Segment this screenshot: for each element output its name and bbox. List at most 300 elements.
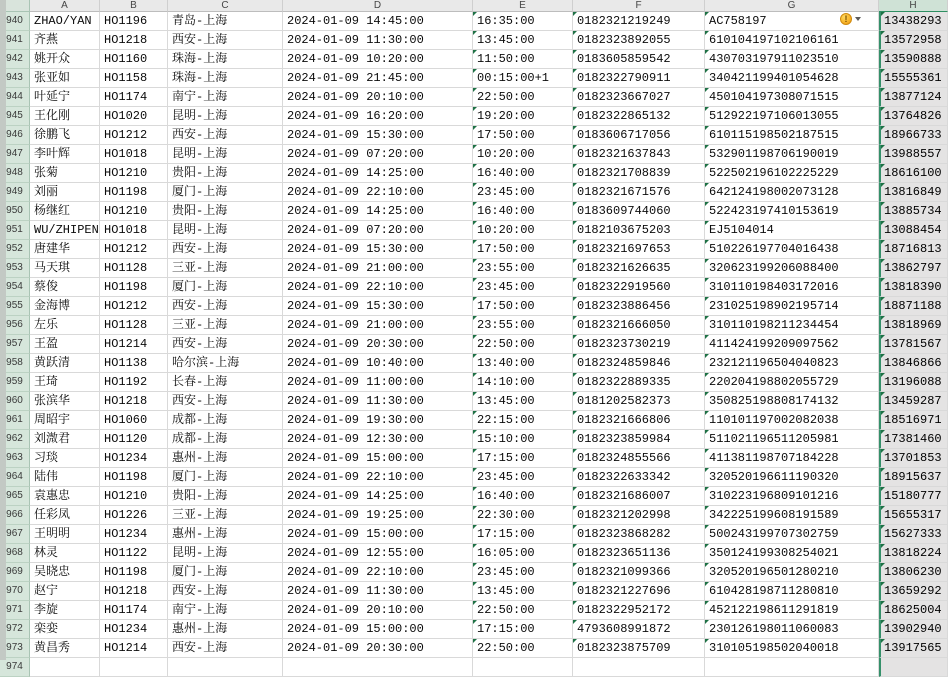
row-header-951[interactable]: 951: [0, 221, 30, 240]
cell-C955[interactable]: 西安-上海: [168, 297, 283, 316]
cell-A946[interactable]: 徐鹏飞: [30, 126, 100, 145]
cell-G967[interactable]: 500243199707302759: [705, 525, 879, 544]
cell-E970[interactable]: 13:45:00: [473, 582, 573, 601]
cell-C944[interactable]: 南宁-上海: [168, 88, 283, 107]
cell-G963[interactable]: 411381198707184228: [705, 449, 879, 468]
cell-H951[interactable]: 13088454: [879, 221, 948, 240]
cell-F957[interactable]: 0182323730219: [573, 335, 705, 354]
cell-D956[interactable]: 2024-01-09 21:00:00: [283, 316, 473, 335]
cell-C973[interactable]: 西安-上海: [168, 639, 283, 658]
cell-A968[interactable]: 林灵: [30, 544, 100, 563]
column-header-D[interactable]: D: [283, 0, 473, 12]
cell-H947[interactable]: 13988557: [879, 145, 948, 164]
cell-E969[interactable]: 23:45:00: [473, 563, 573, 582]
cell-F941[interactable]: 0182323892055: [573, 31, 705, 50]
row-header-959[interactable]: 959: [0, 373, 30, 392]
row-header-949[interactable]: 949: [0, 183, 30, 202]
cell-H971[interactable]: 18625004: [879, 601, 948, 620]
cell-B966[interactable]: HO1226: [100, 506, 168, 525]
cell-D971[interactable]: 2024-01-09 20:10:00: [283, 601, 473, 620]
cell-H964[interactable]: 18915637: [879, 468, 948, 487]
row-header-941[interactable]: 941: [0, 31, 30, 50]
cell-C940[interactable]: 青岛-上海: [168, 12, 283, 31]
cell-A948[interactable]: 张菊: [30, 164, 100, 183]
cell-H940[interactable]: 13438293: [879, 12, 948, 31]
cell-G942[interactable]: 430703197911023510: [705, 50, 879, 69]
cell-A959[interactable]: 王琦: [30, 373, 100, 392]
cell-E940[interactable]: 16:35:00: [473, 12, 573, 31]
column-header-G[interactable]: G: [705, 0, 879, 12]
cell-B940[interactable]: HO1196: [100, 12, 168, 31]
cell-F943[interactable]: 0182322790911: [573, 69, 705, 88]
cell-H973[interactable]: 13917565: [879, 639, 948, 658]
cell-D964[interactable]: 2024-01-09 22:10:00: [283, 468, 473, 487]
cell-E955[interactable]: 17:50:00: [473, 297, 573, 316]
cell-D952[interactable]: 2024-01-09 15:30:00: [283, 240, 473, 259]
cell-F968[interactable]: 0182323651136: [573, 544, 705, 563]
cell-B948[interactable]: HO1210: [100, 164, 168, 183]
row-header-943[interactable]: 943: [0, 69, 30, 88]
cell-F945[interactable]: 0182322865132: [573, 107, 705, 126]
cell-E950[interactable]: 16:40:00: [473, 202, 573, 221]
cell-A972[interactable]: 栾娈: [30, 620, 100, 639]
cell-A973[interactable]: 黄昌秀: [30, 639, 100, 658]
cell-E967[interactable]: 17:15:00: [473, 525, 573, 544]
cell-G943[interactable]: 340421199401054628: [705, 69, 879, 88]
cell-H961[interactable]: 18516971: [879, 411, 948, 430]
cell-E945[interactable]: 19:20:00: [473, 107, 573, 126]
cell-H958[interactable]: 13846866: [879, 354, 948, 373]
cell-A964[interactable]: 陆伟: [30, 468, 100, 487]
cell-C962[interactable]: 成都-上海: [168, 430, 283, 449]
cell-A957[interactable]: 王盈: [30, 335, 100, 354]
cell-H942[interactable]: 13590888: [879, 50, 948, 69]
cell-F966[interactable]: 0182321202998: [573, 506, 705, 525]
cell-G948[interactable]: 522502196102225229: [705, 164, 879, 183]
row-header-954[interactable]: 954: [0, 278, 30, 297]
row-header-948[interactable]: 948: [0, 164, 30, 183]
cell-D968[interactable]: 2024-01-09 12:55:00: [283, 544, 473, 563]
cell-H969[interactable]: 13806230: [879, 563, 948, 582]
row-header-946[interactable]: 946: [0, 126, 30, 145]
cell-F965[interactable]: 0182321686007: [573, 487, 705, 506]
cell-B951[interactable]: HO1018: [100, 221, 168, 240]
cell-A974[interactable]: [30, 658, 100, 677]
cell-B972[interactable]: HO1234: [100, 620, 168, 639]
cell-G940[interactable]: AC758197: [705, 12, 879, 31]
cell-E959[interactable]: 14:10:00: [473, 373, 573, 392]
cell-C948[interactable]: 贵阳-上海: [168, 164, 283, 183]
cell-G949[interactable]: 642124198002073128: [705, 183, 879, 202]
cell-G952[interactable]: 510226197704016438: [705, 240, 879, 259]
cell-C943[interactable]: 珠海-上海: [168, 69, 283, 88]
cell-G973[interactable]: 310105198502040018: [705, 639, 879, 658]
row-header-961[interactable]: 961: [0, 411, 30, 430]
cell-G958[interactable]: 232121196504040823: [705, 354, 879, 373]
cell-F942[interactable]: 0183605859542: [573, 50, 705, 69]
cell-E949[interactable]: 23:45:00: [473, 183, 573, 202]
cell-A943[interactable]: 张亚如: [30, 69, 100, 88]
cell-F972[interactable]: 4793608991872: [573, 620, 705, 639]
cell-G960[interactable]: 350825198808174132: [705, 392, 879, 411]
cell-A969[interactable]: 吴晓忠: [30, 563, 100, 582]
cell-D965[interactable]: 2024-01-09 14:25:00: [283, 487, 473, 506]
cell-G959[interactable]: 220204198802055729: [705, 373, 879, 392]
cell-A971[interactable]: 李旋: [30, 601, 100, 620]
cell-C971[interactable]: 南宁-上海: [168, 601, 283, 620]
cell-C965[interactable]: 贵阳-上海: [168, 487, 283, 506]
cell-H952[interactable]: 18716813: [879, 240, 948, 259]
cell-B958[interactable]: HO1138: [100, 354, 168, 373]
cell-A967[interactable]: 王明明: [30, 525, 100, 544]
row-header-968[interactable]: 968: [0, 544, 30, 563]
row-header-973[interactable]: 973: [0, 639, 30, 658]
cell-C949[interactable]: 厦门-上海: [168, 183, 283, 202]
cell-E944[interactable]: 22:50:00: [473, 88, 573, 107]
cell-G954[interactable]: 310110198403172016: [705, 278, 879, 297]
cell-H965[interactable]: 15180777: [879, 487, 948, 506]
cell-F949[interactable]: 0182321671576: [573, 183, 705, 202]
row-header-944[interactable]: 944: [0, 88, 30, 107]
cell-C947[interactable]: 昆明-上海: [168, 145, 283, 164]
cell-B974[interactable]: [100, 658, 168, 677]
cell-F944[interactable]: 0182323667027: [573, 88, 705, 107]
cell-B943[interactable]: HO1158: [100, 69, 168, 88]
cell-C968[interactable]: 昆明-上海: [168, 544, 283, 563]
cell-C946[interactable]: 西安-上海: [168, 126, 283, 145]
row-header-972[interactable]: 972: [0, 620, 30, 639]
cell-E964[interactable]: 23:45:00: [473, 468, 573, 487]
cell-E956[interactable]: 23:55:00: [473, 316, 573, 335]
cell-G968[interactable]: 350124199308254021: [705, 544, 879, 563]
cell-C956[interactable]: 三亚-上海: [168, 316, 283, 335]
cell-E941[interactable]: 13:45:00: [473, 31, 573, 50]
row-header-957[interactable]: 957: [0, 335, 30, 354]
cell-H945[interactable]: 13764826: [879, 107, 948, 126]
cell-C941[interactable]: 西安-上海: [168, 31, 283, 50]
cell-H954[interactable]: 13818390: [879, 278, 948, 297]
cell-D944[interactable]: 2024-01-09 20:10:00: [283, 88, 473, 107]
column-header-C[interactable]: C: [168, 0, 283, 12]
cell-G972[interactable]: 230126198011060083: [705, 620, 879, 639]
cell-A961[interactable]: 周昭宇: [30, 411, 100, 430]
cell-F953[interactable]: 0182321626635: [573, 259, 705, 278]
row-header-942[interactable]: 942: [0, 50, 30, 69]
cell-B947[interactable]: HO1018: [100, 145, 168, 164]
cell-D960[interactable]: 2024-01-09 11:30:00: [283, 392, 473, 411]
cell-F951[interactable]: 0182103675203: [573, 221, 705, 240]
cell-B967[interactable]: HO1234: [100, 525, 168, 544]
cell-B957[interactable]: HO1214: [100, 335, 168, 354]
row-header-956[interactable]: 956: [0, 316, 30, 335]
cell-F961[interactable]: 0182321666806: [573, 411, 705, 430]
cell-A960[interactable]: 张滨华: [30, 392, 100, 411]
cell-B965[interactable]: HO1210: [100, 487, 168, 506]
cell-E966[interactable]: 22:30:00: [473, 506, 573, 525]
cell-G945[interactable]: 512922197106013055: [705, 107, 879, 126]
cell-E958[interactable]: 13:40:00: [473, 354, 573, 373]
cell-D958[interactable]: 2024-01-09 10:40:00: [283, 354, 473, 373]
cell-F963[interactable]: 0182324855566: [573, 449, 705, 468]
cell-D961[interactable]: 2024-01-09 19:30:00: [283, 411, 473, 430]
cell-A953[interactable]: 马天琪: [30, 259, 100, 278]
cell-D969[interactable]: 2024-01-09 22:10:00: [283, 563, 473, 582]
cell-B956[interactable]: HO1128: [100, 316, 168, 335]
row-header-970[interactable]: 970: [0, 582, 30, 601]
cell-D959[interactable]: 2024-01-09 11:00:00: [283, 373, 473, 392]
cell-D974[interactable]: [283, 658, 473, 677]
cell-F959[interactable]: 0182322889335: [573, 373, 705, 392]
cell-H957[interactable]: 13781567: [879, 335, 948, 354]
cell-G965[interactable]: 310223196809101216: [705, 487, 879, 506]
cell-C974[interactable]: [168, 658, 283, 677]
cell-F946[interactable]: 0183606717056: [573, 126, 705, 145]
cell-C972[interactable]: 惠州-上海: [168, 620, 283, 639]
cell-B970[interactable]: HO1218: [100, 582, 168, 601]
cell-C964[interactable]: 厦门-上海: [168, 468, 283, 487]
cell-A963[interactable]: 习琰: [30, 449, 100, 468]
cell-E954[interactable]: 23:45:00: [473, 278, 573, 297]
cell-C963[interactable]: 惠州-上海: [168, 449, 283, 468]
cell-A945[interactable]: 王化刚: [30, 107, 100, 126]
cell-H943[interactable]: 15555361: [879, 69, 948, 88]
cell-B969[interactable]: HO1198: [100, 563, 168, 582]
row-header-955[interactable]: 955: [0, 297, 30, 316]
cell-A942[interactable]: 姚开众: [30, 50, 100, 69]
cell-F962[interactable]: 0182323859984: [573, 430, 705, 449]
row-header-969[interactable]: 969: [0, 563, 30, 582]
cell-C952[interactable]: 西安-上海: [168, 240, 283, 259]
cell-G974[interactable]: [705, 658, 879, 677]
cell-E953[interactable]: 23:55:00: [473, 259, 573, 278]
row-header-974[interactable]: 974: [0, 658, 30, 677]
cell-H950[interactable]: 13885734: [879, 202, 948, 221]
cell-D962[interactable]: 2024-01-09 12:30:00: [283, 430, 473, 449]
cell-G944[interactable]: 450104197308071515: [705, 88, 879, 107]
cell-G956[interactable]: 310110198211234454: [705, 316, 879, 335]
cell-B949[interactable]: HO1198: [100, 183, 168, 202]
row-header-963[interactable]: 963: [0, 449, 30, 468]
cell-C959[interactable]: 长春-上海: [168, 373, 283, 392]
cell-H948[interactable]: 18616100: [879, 164, 948, 183]
cell-F960[interactable]: 0181202582373: [573, 392, 705, 411]
cell-C951[interactable]: 昆明-上海: [168, 221, 283, 240]
cell-A956[interactable]: 左乐: [30, 316, 100, 335]
cell-D948[interactable]: 2024-01-09 14:25:00: [283, 164, 473, 183]
cell-E961[interactable]: 22:15:00: [473, 411, 573, 430]
cell-E946[interactable]: 17:50:00: [473, 126, 573, 145]
cell-A970[interactable]: 赵宁: [30, 582, 100, 601]
cell-H966[interactable]: 15655317: [879, 506, 948, 525]
cell-B968[interactable]: HO1122: [100, 544, 168, 563]
cell-H967[interactable]: 15627333: [879, 525, 948, 544]
cell-B959[interactable]: HO1192: [100, 373, 168, 392]
row-header-952[interactable]: 952: [0, 240, 30, 259]
cell-D955[interactable]: 2024-01-09 15:30:00: [283, 297, 473, 316]
cell-F967[interactable]: 0182323868282: [573, 525, 705, 544]
cell-G941[interactable]: 610104197102106161: [705, 31, 879, 50]
row-header-966[interactable]: 966: [0, 506, 30, 525]
cell-C957[interactable]: 西安-上海: [168, 335, 283, 354]
cell-C969[interactable]: 厦门-上海: [168, 563, 283, 582]
row-header-971[interactable]: 971: [0, 601, 30, 620]
cell-H955[interactable]: 18871188: [879, 297, 948, 316]
cell-E960[interactable]: 13:45:00: [473, 392, 573, 411]
cell-G971[interactable]: 452122198611291819: [705, 601, 879, 620]
cell-H970[interactable]: 13659292: [879, 582, 948, 601]
cell-F971[interactable]: 0182322952172: [573, 601, 705, 620]
cell-A952[interactable]: 唐建华: [30, 240, 100, 259]
row-header-960[interactable]: 960: [0, 392, 30, 411]
column-header-F[interactable]: F: [573, 0, 705, 12]
cell-E942[interactable]: 11:50:00: [473, 50, 573, 69]
cell-G969[interactable]: 320520196501280210: [705, 563, 879, 582]
cell-F950[interactable]: 0183609744060: [573, 202, 705, 221]
cell-D957[interactable]: 2024-01-09 20:30:00: [283, 335, 473, 354]
cell-B955[interactable]: HO1212: [100, 297, 168, 316]
cell-E951[interactable]: 10:20:00: [473, 221, 573, 240]
error-options-icon[interactable]: [840, 13, 861, 25]
cell-G964[interactable]: 320520196611190320: [705, 468, 879, 487]
cell-E962[interactable]: 15:10:00: [473, 430, 573, 449]
cell-G970[interactable]: 610428198711280810: [705, 582, 879, 601]
cell-A940[interactable]: ZHAO/YAN: [30, 12, 100, 31]
cell-D954[interactable]: 2024-01-09 22:10:00: [283, 278, 473, 297]
row-header-967[interactable]: 967: [0, 525, 30, 544]
cell-B963[interactable]: HO1234: [100, 449, 168, 468]
cell-D951[interactable]: 2024-01-09 07:20:00: [283, 221, 473, 240]
cell-E963[interactable]: 17:15:00: [473, 449, 573, 468]
cell-D953[interactable]: 2024-01-09 21:00:00: [283, 259, 473, 278]
row-header-947[interactable]: 947: [0, 145, 30, 164]
cell-D949[interactable]: 2024-01-09 22:10:00: [283, 183, 473, 202]
cell-F954[interactable]: 0182322919560: [573, 278, 705, 297]
cell-H962[interactable]: 17381460: [879, 430, 948, 449]
cell-E971[interactable]: 22:50:00: [473, 601, 573, 620]
cell-E973[interactable]: 22:50:00: [473, 639, 573, 658]
cell-A965[interactable]: 袁惠忠: [30, 487, 100, 506]
cell-E948[interactable]: 16:40:00: [473, 164, 573, 183]
cell-C945[interactable]: 昆明-上海: [168, 107, 283, 126]
cell-D943[interactable]: 2024-01-09 21:45:00: [283, 69, 473, 88]
cell-E952[interactable]: 17:50:00: [473, 240, 573, 259]
cell-C966[interactable]: 三亚-上海: [168, 506, 283, 525]
cell-A955[interactable]: 金海博: [30, 297, 100, 316]
cell-F940[interactable]: 0182321219249: [573, 12, 705, 31]
cell-A950[interactable]: 杨继红: [30, 202, 100, 221]
cell-A954[interactable]: 蔡俊: [30, 278, 100, 297]
cell-F948[interactable]: 0182321708839: [573, 164, 705, 183]
cell-B952[interactable]: HO1212: [100, 240, 168, 259]
cell-B973[interactable]: HO1214: [100, 639, 168, 658]
row-header-945[interactable]: 945: [0, 107, 30, 126]
cell-B962[interactable]: HO1120: [100, 430, 168, 449]
cell-G950[interactable]: 522423197410153619: [705, 202, 879, 221]
cell-F955[interactable]: 0182323886456: [573, 297, 705, 316]
cell-H944[interactable]: 13877124: [879, 88, 948, 107]
cell-G966[interactable]: 342225199608191589: [705, 506, 879, 525]
row-header-964[interactable]: 964: [0, 468, 30, 487]
cell-D973[interactable]: 2024-01-09 20:30:00: [283, 639, 473, 658]
cell-D950[interactable]: 2024-01-09 14:25:00: [283, 202, 473, 221]
cell-D945[interactable]: 2024-01-09 16:20:00: [283, 107, 473, 126]
cell-B964[interactable]: HO1198: [100, 468, 168, 487]
cell-H960[interactable]: 13459287: [879, 392, 948, 411]
cell-D940[interactable]: 2024-01-09 14:45:00: [283, 12, 473, 31]
row-header-958[interactable]: 958: [0, 354, 30, 373]
cell-B942[interactable]: HO1160: [100, 50, 168, 69]
cell-F973[interactable]: 0182323875709: [573, 639, 705, 658]
cell-H963[interactable]: 13701853: [879, 449, 948, 468]
cell-B950[interactable]: HO1210: [100, 202, 168, 221]
cell-E965[interactable]: 16:40:00: [473, 487, 573, 506]
cell-E943[interactable]: 00:15:00+1: [473, 69, 573, 88]
cell-F947[interactable]: 0182321637843: [573, 145, 705, 164]
cell-F969[interactable]: 0182321099366: [573, 563, 705, 582]
cell-C970[interactable]: 西安-上海: [168, 582, 283, 601]
cell-F958[interactable]: 0182324859846: [573, 354, 705, 373]
cell-A966[interactable]: 任彩凤: [30, 506, 100, 525]
cell-G953[interactable]: 320623199206088400: [705, 259, 879, 278]
cell-D967[interactable]: 2024-01-09 15:00:00: [283, 525, 473, 544]
cell-C958[interactable]: 哈尔滨-上海: [168, 354, 283, 373]
cell-F970[interactable]: 0182321227696: [573, 582, 705, 601]
cell-D972[interactable]: 2024-01-09 15:00:00: [283, 620, 473, 639]
cell-E972[interactable]: 17:15:00: [473, 620, 573, 639]
cell-C961[interactable]: 成都-上海: [168, 411, 283, 430]
row-header-940[interactable]: 940: [0, 12, 30, 31]
cell-B954[interactable]: HO1198: [100, 278, 168, 297]
cell-H953[interactable]: 13862797: [879, 259, 948, 278]
cell-B941[interactable]: HO1218: [100, 31, 168, 50]
cell-A949[interactable]: 刘丽: [30, 183, 100, 202]
cell-B953[interactable]: HO1128: [100, 259, 168, 278]
cell-G947[interactable]: 532901198706190019: [705, 145, 879, 164]
cell-G962[interactable]: 511021196511205981: [705, 430, 879, 449]
cell-E974[interactable]: [473, 658, 573, 677]
cell-C967[interactable]: 惠州-上海: [168, 525, 283, 544]
column-header-A[interactable]: A: [30, 0, 100, 12]
cell-C954[interactable]: 厦门-上海: [168, 278, 283, 297]
cell-F964[interactable]: 0182322633342: [573, 468, 705, 487]
cell-C950[interactable]: 贵阳-上海: [168, 202, 283, 221]
row-header-953[interactable]: 953: [0, 259, 30, 278]
cell-B944[interactable]: HO1174: [100, 88, 168, 107]
cell-E968[interactable]: 16:05:00: [473, 544, 573, 563]
cell-G955[interactable]: 231025198902195714: [705, 297, 879, 316]
cell-B971[interactable]: HO1174: [100, 601, 168, 620]
cell-H956[interactable]: 13818969: [879, 316, 948, 335]
cell-C960[interactable]: 西安-上海: [168, 392, 283, 411]
cell-C953[interactable]: 三亚-上海: [168, 259, 283, 278]
cell-D963[interactable]: 2024-01-09 15:00:00: [283, 449, 473, 468]
cell-H941[interactable]: 13572958: [879, 31, 948, 50]
column-header-B[interactable]: B: [100, 0, 168, 12]
row-header-962[interactable]: 962: [0, 430, 30, 449]
cell-E957[interactable]: 22:50:00: [473, 335, 573, 354]
cell-F974[interactable]: [573, 658, 705, 677]
cell-D966[interactable]: 2024-01-09 19:25:00: [283, 506, 473, 525]
cell-D946[interactable]: 2024-01-09 15:30:00: [283, 126, 473, 145]
cell-G961[interactable]: 110101197002082038: [705, 411, 879, 430]
cell-F956[interactable]: 0182321666050: [573, 316, 705, 335]
cell-D941[interactable]: 2024-01-09 11:30:00: [283, 31, 473, 50]
cell-A962[interactable]: 刘溦君: [30, 430, 100, 449]
cell-G946[interactable]: 610115198502187515: [705, 126, 879, 145]
cell-D970[interactable]: 2024-01-09 11:30:00: [283, 582, 473, 601]
cell-G957[interactable]: 411424199209097562: [705, 335, 879, 354]
cell-A944[interactable]: 叶延宁: [30, 88, 100, 107]
